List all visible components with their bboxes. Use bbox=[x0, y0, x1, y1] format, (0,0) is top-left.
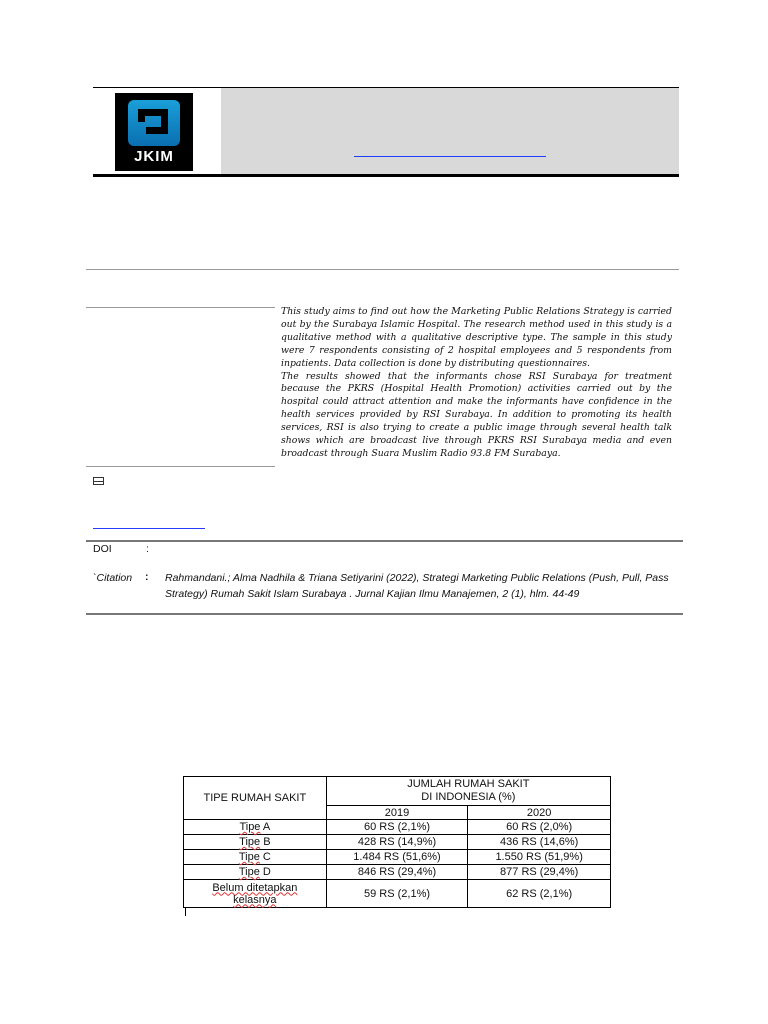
type-cell bbox=[184, 865, 327, 880]
value-2020: 1.550 RS (51,9%) bbox=[468, 850, 611, 865]
citation-label: `Citation bbox=[93, 572, 133, 584]
email-link[interactable] bbox=[93, 528, 205, 529]
type-word: Tipe bbox=[239, 836, 261, 848]
type-letter: D bbox=[259, 866, 271, 878]
type-cell bbox=[184, 880, 327, 908]
doi-colon: : bbox=[146, 543, 149, 555]
type-letter: C bbox=[259, 851, 271, 863]
value-2020: 877 RS (29,4%) bbox=[468, 865, 611, 880]
type-word: Tipe bbox=[238, 851, 260, 863]
type-word: Tipe bbox=[238, 866, 260, 878]
article-info-rule-bottom bbox=[86, 466, 275, 467]
journal-logo bbox=[115, 93, 193, 171]
type-cell bbox=[184, 850, 327, 865]
header-bottom-rule bbox=[93, 174, 679, 177]
group-header-line: DI INDONESIA (%) bbox=[421, 791, 516, 803]
value-2019: 60 RS (2,1%) bbox=[326, 820, 468, 835]
type-letter: B bbox=[260, 836, 271, 848]
type-letter: A bbox=[260, 821, 271, 833]
abstract-paragraph: The results showed that the informants chose RSI Surabaya for treatment because the PKRS (Hospital Health Promotion) activities carried out by the hospital could attract attention and make the informants have confidence in the health services provided by RSI Surabaya. In addition to promoting its health services, RSI is also trying to create a public image through several health talk shows which are broadcast live through PKRS RSI Surabaya media and even broadcast through Suara Muslim Radio 93.8 FM Surabaya. bbox=[281, 370, 672, 459]
meta-rule-top bbox=[86, 540, 683, 542]
value-2020: 436 RS (14,6%) bbox=[468, 835, 611, 850]
value-2020: 60 RS (2,0%) bbox=[468, 820, 611, 835]
logo-text: JKIM bbox=[134, 148, 174, 165]
table-row bbox=[184, 850, 611, 865]
table-header-row bbox=[184, 777, 611, 806]
value-2019: 59 RS (2,1%) bbox=[326, 880, 468, 908]
logo-mark-icon bbox=[128, 100, 180, 146]
value-2019: 846 RS (29,4%) bbox=[326, 865, 468, 880]
article-info-rule-top bbox=[86, 307, 275, 308]
col-header-type bbox=[184, 777, 327, 820]
citation-colon: : bbox=[145, 571, 149, 583]
type-word: Tipe bbox=[239, 821, 261, 833]
year-2019-header: 2019 bbox=[326, 806, 468, 820]
table-row bbox=[184, 865, 611, 880]
value-2019: 428 RS (14,9%) bbox=[326, 835, 468, 850]
meta-rule-bottom bbox=[86, 613, 683, 615]
group-header-line: JUMLAH RUMAH SAKIT bbox=[407, 778, 530, 790]
table-row bbox=[184, 835, 611, 850]
text-cursor bbox=[185, 908, 186, 916]
abstract-paragraph: This study aims to find out how the Marketing Public Relations Strategy is carried out by the Surabaya Islamic Hospital. The research method used in this study is a qualitative method with a qualitative descriptive type. The sample in this study were 7 respondents consisting of 2 hospital employees and 5 respondents from inpatients. Data collection is done by distributing questionnaires. bbox=[281, 306, 672, 369]
type-line: kelasnya bbox=[233, 893, 277, 906]
header-title-band bbox=[221, 88, 679, 174]
citation-text: Rahmandani.; Alma Nadhila & Triana Setiyarini (2022), Strategi Marketing Public Relations (Push, Pull, Pass Strategy) Rumah Sakit Islam Surabaya . Jurnal Kajian Ilmu Manajemen, 2 (1), hlm. 44-49 bbox=[165, 572, 669, 600]
journal-link[interactable] bbox=[354, 156, 546, 157]
mail-icon bbox=[93, 477, 104, 485]
table-row bbox=[184, 820, 611, 835]
type-cell bbox=[184, 835, 327, 850]
hospital-type-table bbox=[183, 776, 611, 908]
year-2020-header: 2020 bbox=[468, 806, 611, 820]
doi-label: DOI bbox=[93, 543, 112, 555]
abstract bbox=[281, 306, 672, 461]
col-header-type-label: TIPE RUMAH SAKIT bbox=[203, 792, 307, 804]
value-2020: 62 RS (2,1%) bbox=[468, 880, 611, 908]
type-line: Belum ditetapkan bbox=[212, 881, 298, 894]
table-row bbox=[184, 880, 611, 908]
section-divider bbox=[86, 269, 679, 270]
value-2019: 1.484 RS (51,6%) bbox=[326, 850, 468, 865]
type-cell bbox=[184, 820, 327, 835]
col-header-group bbox=[326, 777, 610, 806]
